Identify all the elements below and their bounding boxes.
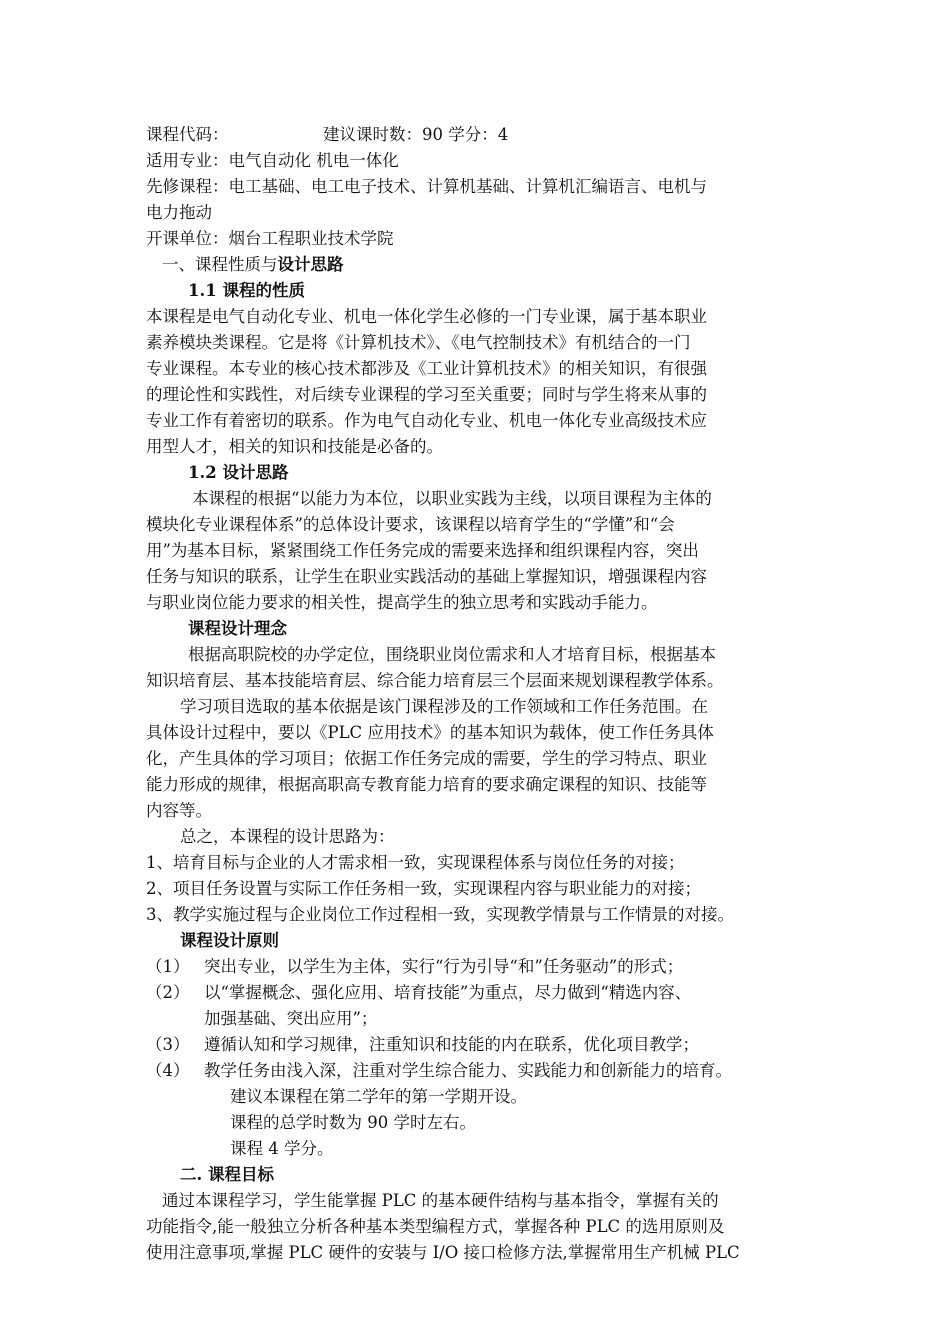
paragraph-line: 的理论性和实践性，对后续专业课程的学习至关重要；同时与学生将来从事的: [146, 385, 707, 404]
principle-number: （1）: [146, 957, 190, 976]
summary-item: 3、教学实施过程与企业岗位工作过程相一致，实现教学情景与工作情景的对接。: [146, 905, 734, 924]
section-2-heading: 二. 课程目标: [180, 1165, 274, 1184]
paragraph-line: 使用注意事项,掌握 PLC 硬件的安装与 I/O 接口检修方法,掌握常用生产机械 PLC: [146, 1243, 740, 1262]
schedule-note: 课程 4 学分。: [230, 1139, 334, 1158]
design-concept-title: 课程设计理念: [188, 619, 287, 638]
summary-intro: 总之，本课程的设计思路为：: [180, 827, 395, 846]
subsection-1-1-title: 1.1 课程的性质: [188, 281, 305, 300]
paragraph-line: 专业课程。本专业的核心技术都涉及《工业计算机技术》的相关知识，有很强: [146, 359, 707, 378]
summary-item: 1、培育目标与企业的人才需求相一致，实现课程体系与岗位任务的对接；: [146, 853, 685, 872]
principle-number: （3）: [146, 1035, 190, 1054]
paragraph-line: 学习项目选取的基本依据是该门课程涉及的工作领域和工作任务范围。在: [180, 697, 708, 716]
course-code-label: 课程代码：: [146, 125, 229, 144]
paragraph-line: 能力形成的规律，根据高职高专教育能力培育的要求确定课程的知识、技能等: [146, 775, 707, 794]
applicable-major: 适用专业：电气自动化 机电一体化: [146, 151, 399, 170]
schedule-note: 建议本课程在第二学年的第一学期开设。: [230, 1087, 527, 1106]
principle-text: 突出专业，以学生为主体，实行“行为引导“和”任务驱动”的形式；: [204, 957, 684, 976]
paragraph-line: 知识培育层、基本技能培育层、综合能力培育层三个层面来规划课程教学体系。: [146, 671, 724, 690]
paragraph-line: 用”为基本目标，紧紧围绕工作任务完成的需要来选择和组织课程内容，突出: [146, 541, 699, 560]
principle-text: 教学任务由浅入深，注重对学生综合能力、实践能力和创新能力的培育。: [204, 1061, 732, 1080]
principle-text: 以“掌握概念、强化应用、培育技能”为重点，尽力做到“精选内容、: [204, 983, 692, 1002]
paragraph-line: 专业工作有着密切的联系。作为电气自动化专业、机电一体化专业高级技术应: [146, 411, 707, 430]
section-1-heading-plain: 一、课程性质与: [162, 255, 278, 274]
paragraph-line: 根据高职院校的办学定位，围绕职业岗位需求和人才培育目标，根据基本: [188, 645, 716, 664]
summary-item: 2、项目任务设置与实际工作任务相一致，实现课程内容与职业能力的对接；: [146, 879, 701, 898]
principle-number: （4）: [146, 1061, 190, 1080]
course-code-line: [146, 122, 509, 148]
paragraph-line: 素养模块类课程。它是将《计算机技术》、《电气控制技术》有机结合的一门: [146, 333, 691, 352]
design-principle-title: 课程设计原则: [180, 931, 279, 950]
paragraph-line: 本课程是电气自动化专业、机电一体化学生必修的一门专业课，属于基本职业: [146, 307, 707, 326]
offering-unit: 开课单位：烟台工程职业技术学院: [146, 229, 394, 248]
paragraph-line: 内容等。: [146, 801, 212, 820]
principle-number: （2）: [146, 983, 190, 1002]
subsection-1-2-title: 1.2 设计思路: [188, 463, 289, 482]
principle-text: 遵循认知和学习规律，注重知识和技能的内在联系，优化项目教学；: [204, 1035, 699, 1054]
paragraph-line: 与职业岗位能力要求的相关性，提高学生的独立思考和实践动手能力。: [146, 593, 658, 612]
section-1-heading-bold: 设计思路: [277, 255, 344, 274]
paragraph-line: 具体设计过程中，要以《PLC 应用技术》的基本知识为载体，使工作任务具体: [146, 723, 714, 742]
paragraph-line: 用型人才，相关的知识和技能是必备的。: [146, 437, 443, 456]
prerequisites-line-1: 先修课程：电工基础、电工电子技术、计算机基础、计算机汇编语言、电机与: [146, 177, 707, 196]
course-hours-credits: 建议课时数：90 学分：4: [323, 125, 509, 144]
paragraph-line: 化，产生具体的学习项目；依据工作任务完成的需要，学生的学习特点、职业: [146, 749, 707, 768]
paragraph-line: 通过本课程学习，学生能掌握 PLC 的基本硬件结构与基本指令，掌握有关的: [162, 1191, 719, 1210]
section-1-heading: [162, 252, 344, 278]
paragraph-line: 任务与知识的联系，让学生在职业实践活动的基础上掌握知识，增强课程内容: [146, 567, 707, 586]
principle-text: 加强基础、突出应用”；: [204, 1009, 378, 1028]
schedule-note: 课程的总学时数为 90 学时左右。: [230, 1113, 476, 1132]
paragraph-line: 模块化专业课程体系”的总体设计要求，该课程以培育学生的“学懂”和“会: [146, 515, 675, 534]
paragraph-line: 本课程的根据“以能力为本位，以职业实践为主线，以项目课程为主体的: [192, 489, 712, 508]
prerequisites-line-2: 电力拖动: [146, 203, 212, 222]
paragraph-line: 功能指令,能一般独立分析各种基本类型编程方式，掌握各种 PLC 的选用原则及: [146, 1217, 725, 1236]
